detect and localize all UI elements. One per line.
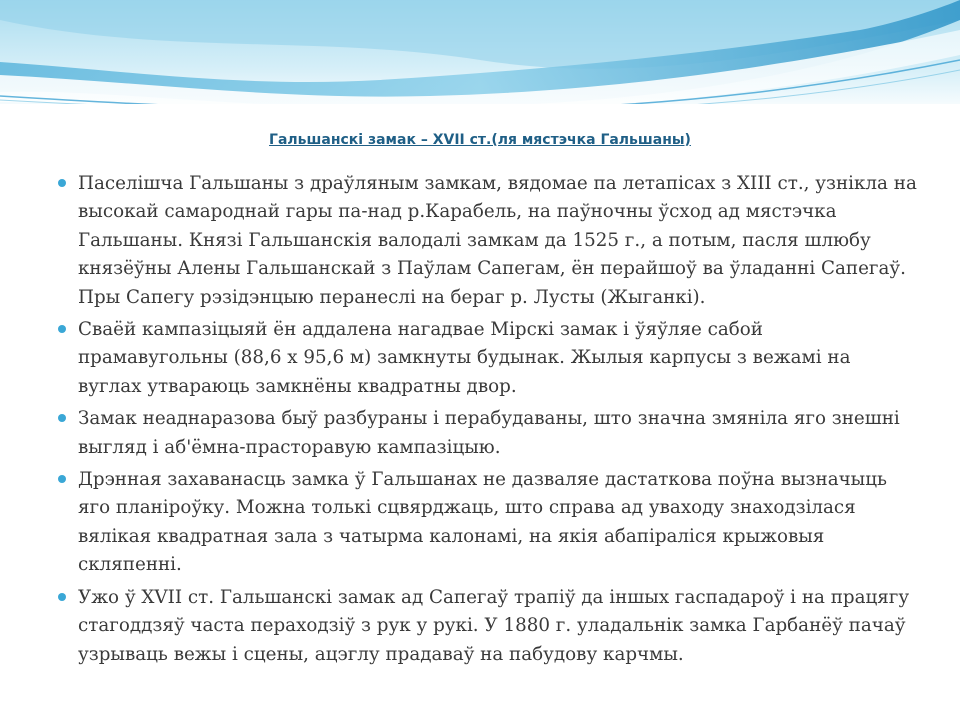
- bullet-item: [58, 170, 918, 312]
- bullet-text: Замак неаднаразова быў разбураны і перабудаваны, што значна змяніла яго знешні выгляд і аб'ёмна-прасторавую кампазіцыю.: [78, 408, 900, 458]
- wave-header-decoration: [0, 0, 960, 115]
- bullet-list: [58, 170, 918, 673]
- bullet-text: Ужо ў XVII ст. Гальшанскі замак ад Сапегаў трапіў да іншых гаспадароў і на працягу стагоддзяў часта пераходзіў з рук у рукі. У 1880 г. уладальнік замка Гарбанёў пачаў узрываць вежы і сцены, ацэглу прадаваў на пабудову карчмы.: [78, 586, 910, 665]
- bullet-text: Дрэнная захаванасць замка ў Гальшанах не дазваляе дастаткова поўна вызначыць яго планіроўку. Можна толькі сцвярджаць, што справа ад уваходу знаходзілася вялікая квадратная зала з чатырма калонамі, на якія абапіраліся крыжовыя скляпенні.: [78, 469, 887, 576]
- bullet-item: [58, 466, 918, 580]
- bullet-item: [58, 584, 918, 669]
- bullet-dot-icon: [58, 179, 66, 187]
- bullet-dot-icon: [58, 475, 66, 483]
- bullet-text: Паселішча Гальшаны з драўляным замкам, вядомае па летапісах з XIII ст., узнікла на высокай самароднай гары па-над р.Карабель, на паўночны ўсход ад мястэчка Гальшаны. Князі Гальшанскія валодалі замкам да 1525 г., а потым, пасля шлюбу князёўны Алены Гальшанскай з Паўлам Сапегам, ён перайшоў ва ўладанні Сапегаў. Пры Сапегу рэзідэнцыю перанеслі на бераг р. Лусты (Жыганкі).: [78, 173, 917, 308]
- bullet-item: [58, 405, 918, 462]
- bullet-dot-icon: [58, 414, 66, 422]
- bullet-text: Сваёй кампазіцыяй ён аддалена нагадвае Мірскі замак і ўяўляе сабой прамавугольны (88,6 х 95,6 м) замкнуты будынак. Жылыя карпусы з вежамі на вуглах утвараюць замкнёны квадратны двор.: [78, 319, 851, 397]
- bullet-item: [58, 316, 918, 401]
- bullet-dot-icon: [58, 325, 66, 333]
- slide-title: Гальшанскі замак – XVII ст.(ля мястэчка Гальшаны): [269, 132, 691, 148]
- bullet-dot-icon: [58, 593, 66, 601]
